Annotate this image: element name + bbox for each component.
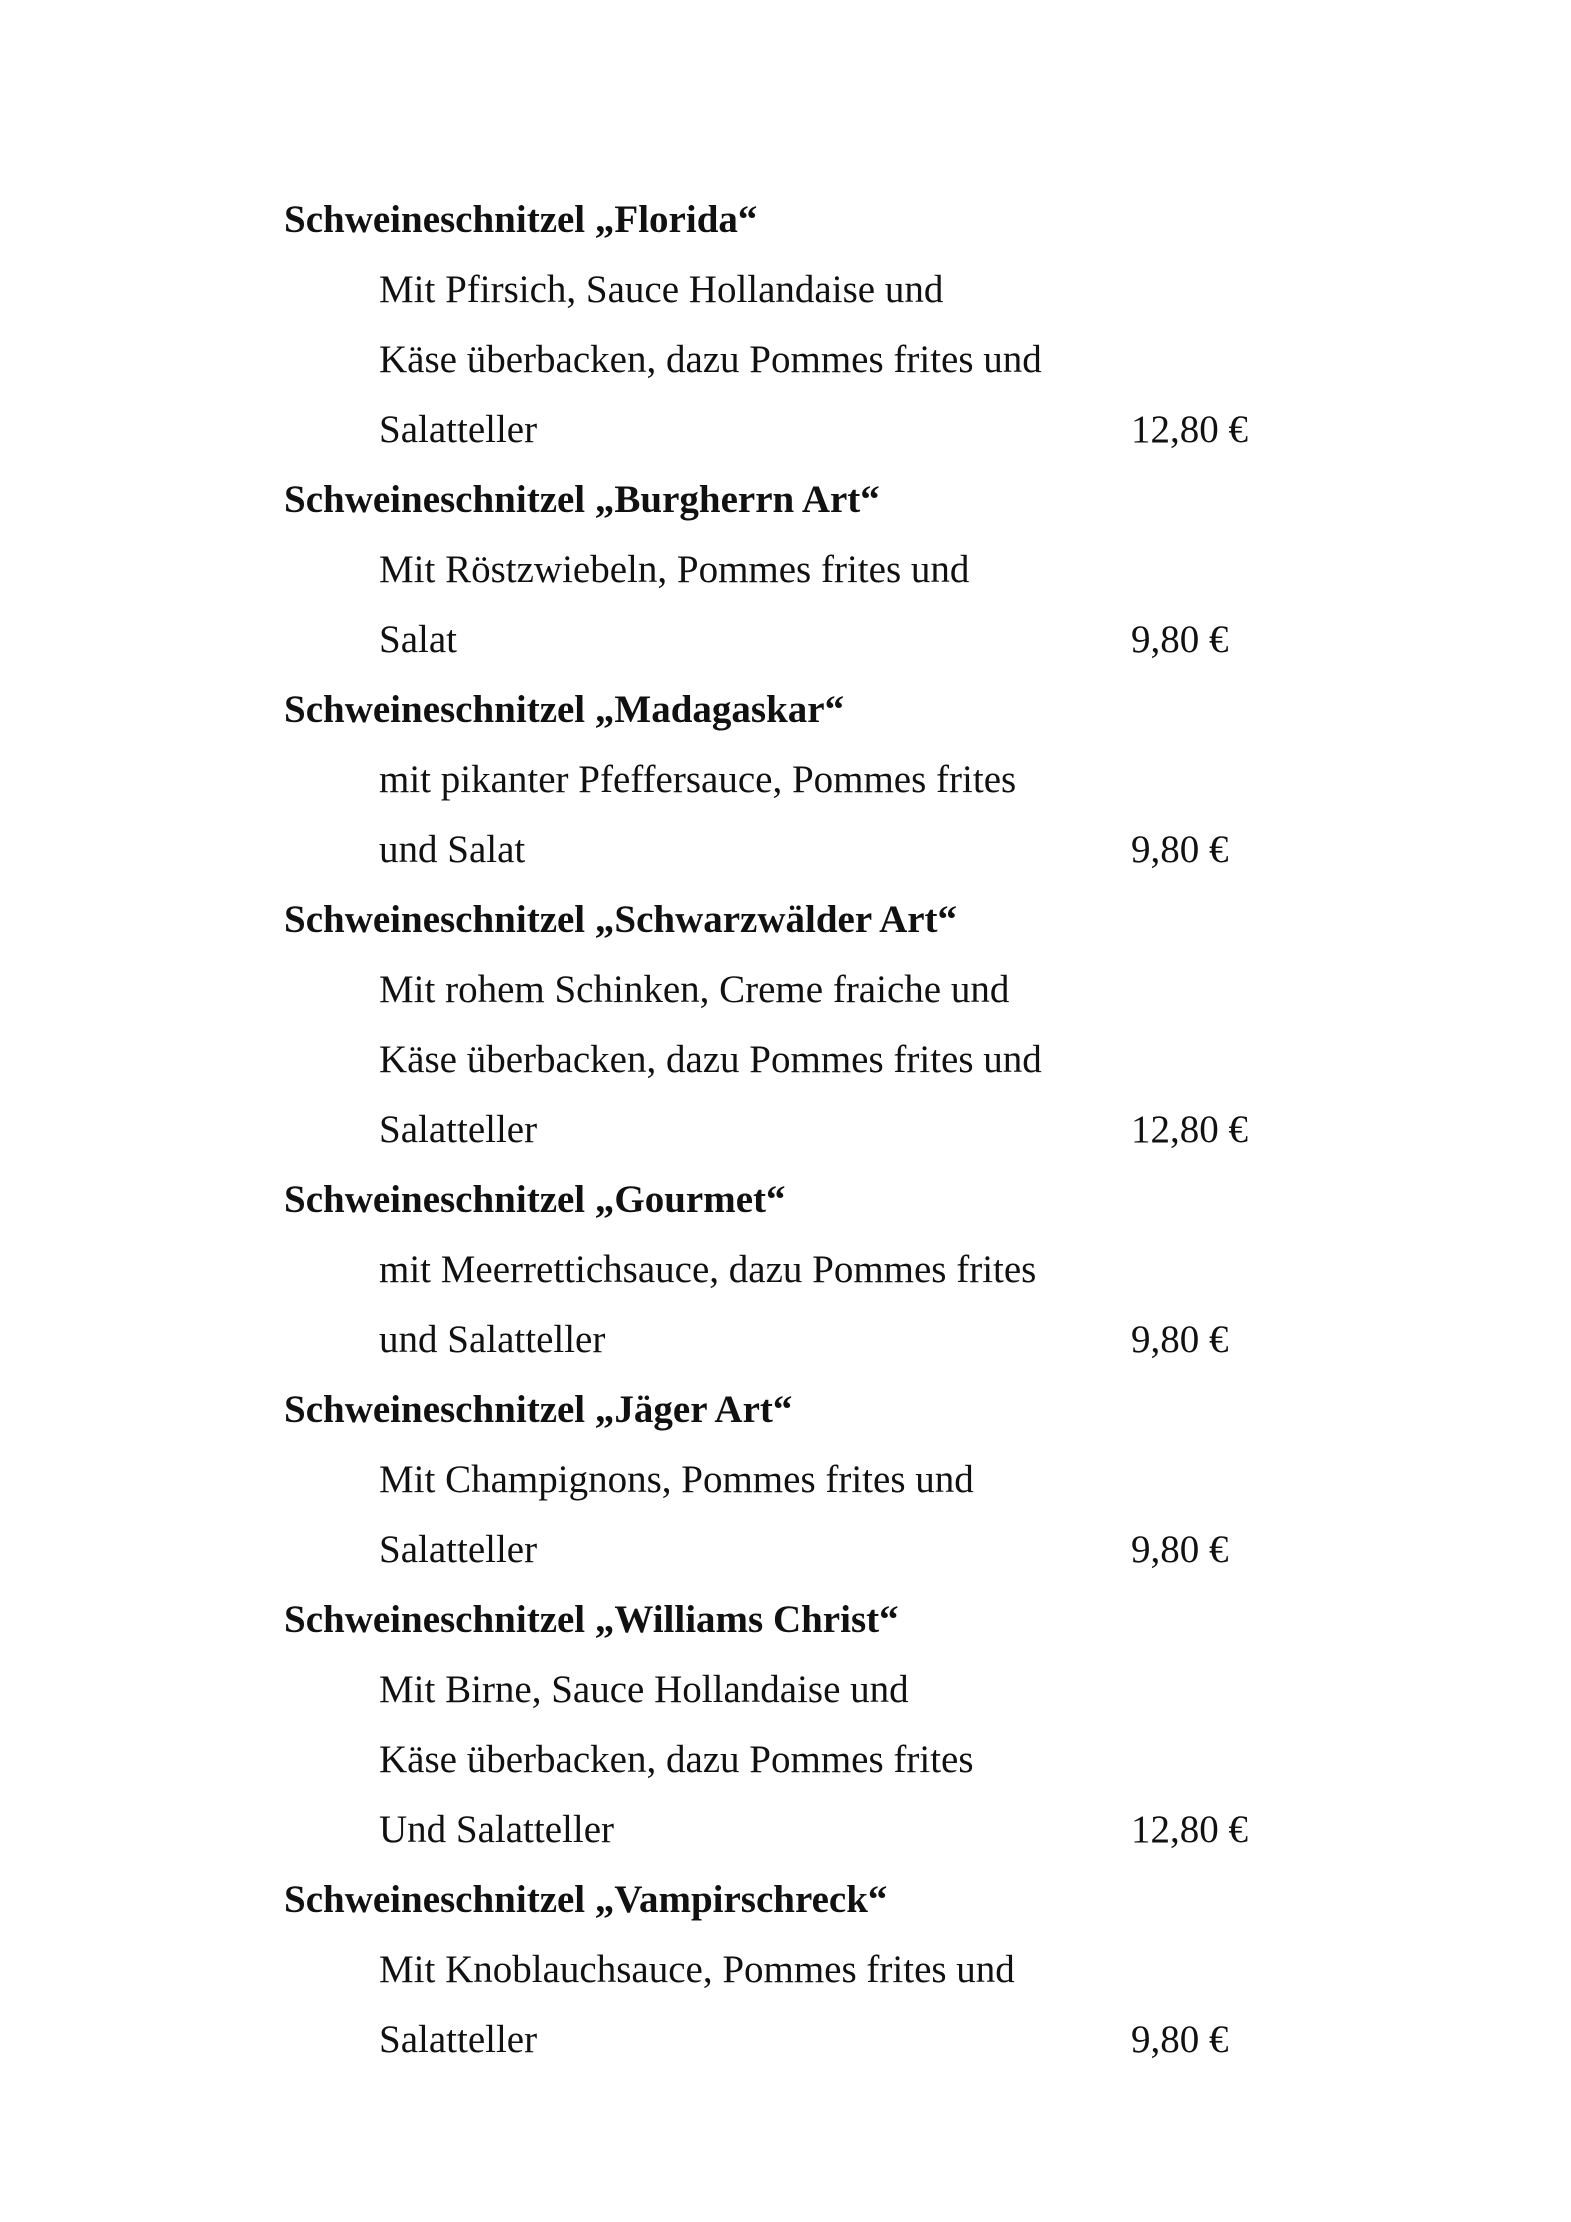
menu-item-description-text: Mit Pfirsich, Sauce Hollandaise und [379,268,944,311]
menu-item-description-line [284,605,1324,675]
menu-item-description-line [284,2005,1324,2075]
menu-item-description-text: Käse überbacken, dazu Pommes frites und [379,1038,1042,1081]
menu-item-description-text: Mit Birne, Sauce Hollandaise und [379,1668,909,1711]
menu-item-description-line [284,1025,1324,1095]
menu-item-description-text: Mit Röstzwiebeln, Pommes frites und [379,548,970,591]
menu-item-description-line [284,1095,1324,1165]
menu-item-description-line [284,535,1324,605]
menu-item-price: 12,80 € [1131,1108,1248,1151]
menu-item-description-line [284,1305,1324,1375]
menu-item-title: Schweineschnitzel „Jäger Art“ [284,1388,793,1431]
menu-item-description-line [284,1655,1324,1725]
menu-item-description-line [284,815,1324,885]
menu-item-price: 9,80 € [1131,618,1229,661]
menu-item-description-text: Salatteller [379,1528,538,1571]
menu-item-description-line [284,1515,1324,1585]
menu-item-description-line [284,745,1324,815]
menu-item-description-line [284,1725,1324,1795]
menu-item-title: Schweineschnitzel „Schwarzwälder Art“ [284,898,958,941]
menu-item-description-text: und Salatteller [379,1318,606,1361]
menu-item-description-line [284,955,1324,1025]
menu-list [284,185,1324,2075]
menu-item-price: 12,80 € [1131,1808,1248,1851]
menu-item-description-text: Und Salatteller [379,1808,615,1851]
menu-item-description-text: Käse überbacken, dazu Pommes frites und [379,338,1042,381]
menu-item-description-text: Salatteller [379,1108,538,1151]
menu-item [284,185,1324,465]
menu-item [284,1165,1324,1375]
menu-item-price: 9,80 € [1131,828,1229,871]
menu-item-description-text: Mit Champignons, Pommes frites und [379,1458,974,1501]
menu-item-description-line [284,1235,1324,1305]
menu-item [284,885,1324,1165]
menu-item-description-text: Salatteller [379,2018,538,2061]
menu-item-description-text: Salat [379,618,457,661]
menu-item-price: 9,80 € [1131,2018,1229,2061]
menu-item-title: Schweineschnitzel „Williams Christ“ [284,1598,899,1641]
menu-item [284,1375,1324,1585]
menu-item-description-text: Salatteller [379,408,538,451]
menu-item-description-line [284,1445,1324,1515]
menu-item-title: Schweineschnitzel „Gourmet“ [284,1178,786,1221]
menu-item-description-line [284,395,1324,465]
menu-item-description-line [284,1795,1324,1865]
menu-item [284,465,1324,675]
menu-item-description-text: Mit Knoblauchsauce, Pommes frites und [379,1948,1015,1991]
menu-item-description-line [284,1935,1324,2005]
menu-item-description-text: mit Meerrettichsauce, dazu Pommes frites [379,1248,1037,1291]
menu-item-description-text: Mit rohem Schinken, Creme fraiche und [379,968,1010,1011]
menu-item [284,675,1324,885]
menu-item-description-text: mit pikanter Pfeffersauce, Pommes frites [379,758,1017,801]
menu-item-description-text: Käse überbacken, dazu Pommes frites [379,1738,974,1781]
menu-item [284,1585,1324,1865]
menu-item-description-line [284,325,1324,395]
menu-item-title: Schweineschnitzel „Burgherrn Art“ [284,478,880,521]
menu-item-title: Schweineschnitzel „Florida“ [284,198,758,241]
menu-item-description-line [284,255,1324,325]
menu-item-price: 9,80 € [1131,1528,1229,1571]
menu-item-description-text: und Salat [379,828,526,871]
menu-item-title: Schweineschnitzel „Madagaskar“ [284,688,845,731]
menu-item-price: 12,80 € [1131,408,1248,451]
menu-item [284,1865,1324,2075]
menu-item-price: 9,80 € [1131,1318,1229,1361]
menu-item-title: Schweineschnitzel „Vampirschreck“ [284,1878,888,1921]
